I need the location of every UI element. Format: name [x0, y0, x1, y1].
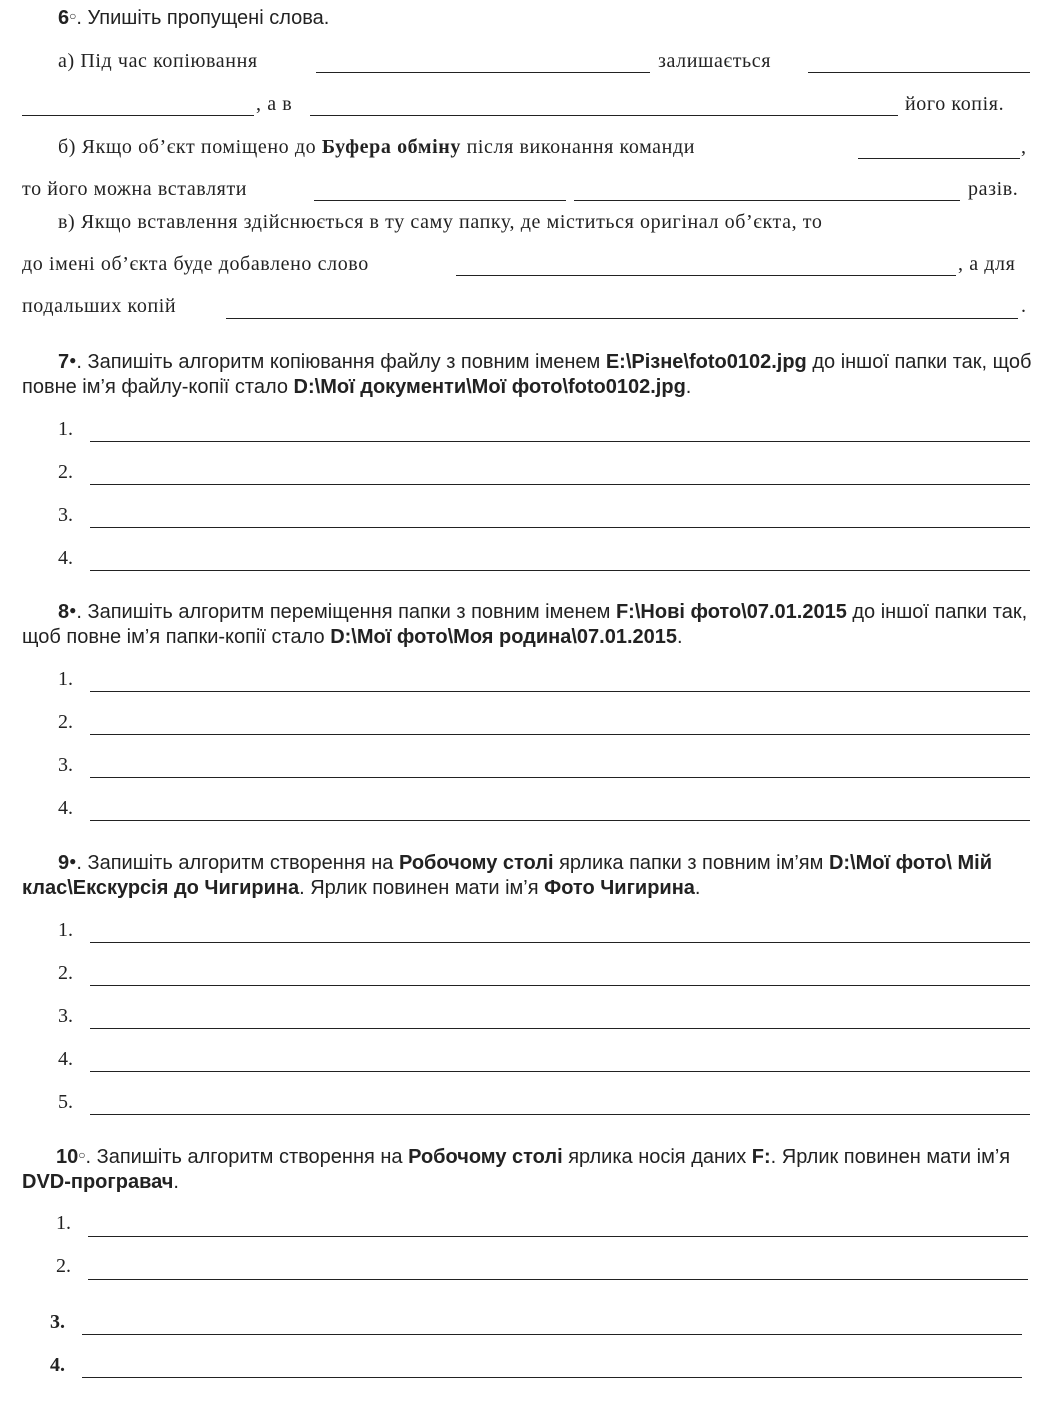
task-8-heading: 8●. Запишіть алгоритм переміщення папки з повним іменем F:\Нові фото\07.01.2015 до іншої папки так, щоб повне ім’я папки-копії стало D:\Мої фото\Моя родина\07.01.2015. [22, 601, 1028, 648]
task-7-step-line[interactable] [90, 527, 1030, 528]
task-10-step-line[interactable] [88, 1279, 1028, 1280]
task-6c-blank-2[interactable] [226, 318, 1018, 319]
task-9-step-line[interactable] [90, 1114, 1030, 1115]
task-7-step-line[interactable] [90, 441, 1030, 442]
task-8-step-line[interactable] [90, 734, 1030, 735]
task-10-shortcut-name: DVD-програвач [22, 1171, 174, 1193]
task-6-number: 6○ [58, 7, 77, 29]
task-6b-line [58, 136, 695, 159]
task-6a-blank-2[interactable] [808, 72, 1030, 73]
task-6b2-prefix: то його можна вставляти [22, 178, 248, 200]
task-10-step-line[interactable] [82, 1377, 1022, 1378]
task-10-step-line[interactable] [82, 1334, 1022, 1335]
task-8-step-line[interactable] [90, 691, 1030, 692]
task-8-step-number: 3. [58, 754, 73, 776]
task-9-number: 9● [58, 852, 77, 874]
task-8-number: 8● [58, 601, 77, 623]
task-10-step-number: 4. [50, 1354, 65, 1376]
task-7-step-number: 3. [58, 504, 73, 526]
task-7-target-path: D:\Мої документи\Мої фото\foto0102.jpg [293, 376, 686, 398]
task-7-step-number: 2. [58, 461, 73, 483]
task-6-title: . Упишіть пропущені слова. [76, 7, 330, 29]
task-8-target-path: D:\Мої фото\Моя родина\07.01.2015 [330, 626, 678, 648]
task-8-step-number: 4. [58, 797, 73, 819]
task-10-step-line[interactable] [88, 1236, 1028, 1237]
task-6b-mid: після виконання команди [466, 136, 696, 158]
task-7-step-number: 4. [58, 547, 73, 569]
task-7-step-line[interactable] [90, 570, 1030, 571]
task-6b-blank-2[interactable] [314, 200, 566, 201]
task-9-step-number: 5. [58, 1091, 73, 1113]
task-10-step-number: 3. [50, 1311, 65, 1333]
task-6b-blank-3[interactable] [574, 200, 960, 201]
task-6a-end: його копія. [905, 93, 1005, 115]
task-6-heading [58, 6, 329, 31]
task-9-step-line[interactable] [90, 985, 1030, 986]
task-6a-blank-1[interactable] [316, 72, 650, 73]
task-6b-blank-1[interactable] [858, 158, 1020, 159]
task-9-step-number: 4. [58, 1048, 73, 1070]
task-7-source-path: E:\Різне\foto0102.jpg [605, 351, 807, 373]
task-6a-comma: , а в [256, 93, 293, 115]
task-9-folder-path: D:\Мої фото\ Мій клас\Екскурсія до Чигирина [22, 852, 992, 899]
task-10-heading: 10○. Запишіть алгоритм створення на Робочому столі ярлика носія даних F:. Ярлик повинен мати ім’я DVD-програвач. [22, 1146, 1011, 1193]
task-8-step-line[interactable] [90, 777, 1030, 778]
task-9-heading: 9●. Запишіть алгоритм створення на Робочому столі ярлика папки з повним ім’ям D:\Мої фото\ Мій клас\Екскурсія до Чигирина. Ярлик повинен мати ім’я Фото Чигирина. [22, 852, 992, 899]
task-7-step-number: 1. [58, 418, 73, 440]
task-9-step-number: 2. [58, 962, 73, 984]
task-8-step-number: 2. [58, 711, 73, 733]
task-9-step-line[interactable] [90, 942, 1030, 943]
task-6c-line2-end: , а для [958, 253, 1016, 275]
task-6c-line3-end: . [1021, 295, 1027, 317]
task-10-step-number: 1. [56, 1212, 71, 1234]
task-9-step-number: 3. [58, 1005, 73, 1027]
task-10-drive: F: [751, 1146, 771, 1168]
task-6a-prefix: а) Під час копіювання [58, 50, 258, 72]
task-6c-line1: в) Якщо вставлення здійснюється в ту саму папку, де міститься оригінал об’єкта, то [58, 211, 823, 233]
task-6a-mid: залишається [658, 50, 772, 72]
task-10-step-number: 2. [56, 1255, 71, 1277]
task-6c-blank-1[interactable] [456, 275, 956, 276]
task-7-number: 7● [58, 351, 77, 373]
task-10-number: 10○ [56, 1146, 86, 1168]
task-7-heading: 7●. Запишіть алгоритм копіювання файлу з повним іменем E:\Різне\foto0102.jpg до іншої папки так, щоб повне ім’я файлу-копії стало D:\Мої документи\Мої фото\foto0102.jpg. [22, 351, 1032, 398]
task-8-source-path: F:\Нові фото\07.01.2015 [615, 601, 847, 623]
task-6b-prefix: б) Якщо об’єкт поміщено до [58, 136, 317, 158]
task-9-step-number: 1. [58, 919, 73, 941]
task-6a-blank-4[interactable] [310, 115, 898, 116]
task-9-step-line[interactable] [90, 1028, 1030, 1029]
task-6b-comma: , [1021, 136, 1027, 158]
task-6b-clipboard: Буфера обміну [321, 136, 461, 158]
task-9-step-line[interactable] [90, 1071, 1030, 1072]
task-9-shortcut-name: Фото Чигирина [544, 877, 695, 899]
task-6a-blank-3[interactable] [22, 115, 254, 116]
task-10-desktop: Робочому столі [408, 1146, 563, 1168]
task-8-step-number: 1. [58, 668, 73, 690]
task-8-step-line[interactable] [90, 820, 1030, 821]
task-7-step-line[interactable] [90, 484, 1030, 485]
task-6c-line2-prefix: до імені об’єкта буде добавлено слово [22, 253, 369, 275]
task-6c-line3-prefix: подальших копій [22, 295, 177, 317]
task-9-desktop: Робочому столі [398, 852, 554, 874]
task-6b2-end: разів. [968, 178, 1019, 200]
